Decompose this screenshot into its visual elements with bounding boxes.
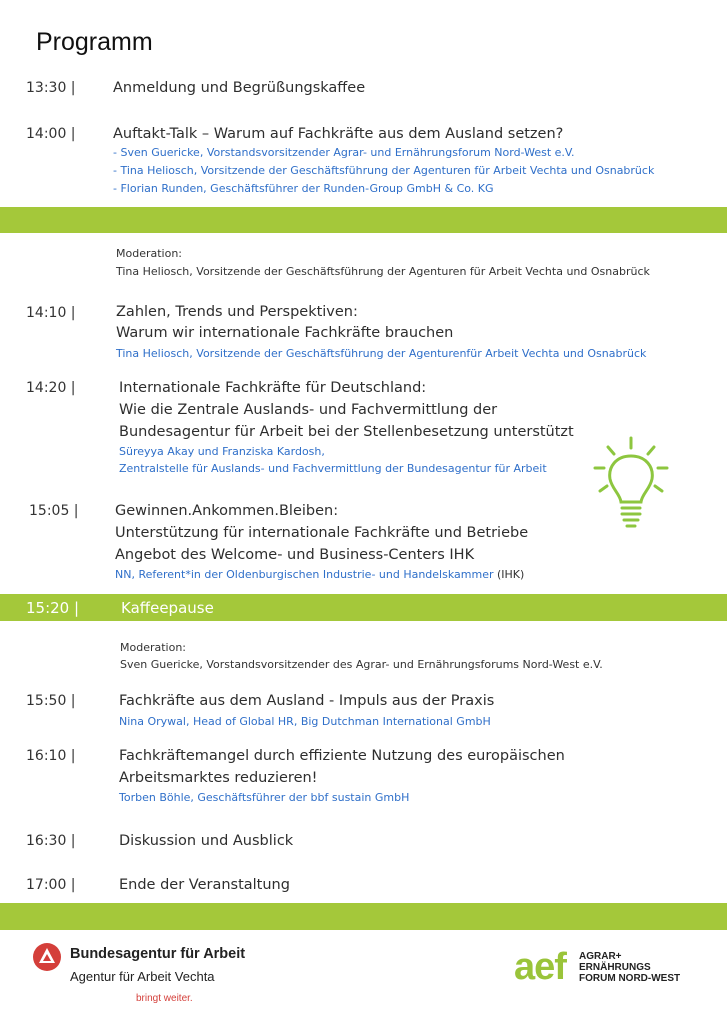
item-title: Ende der Veranstaltung bbox=[119, 877, 290, 893]
moderation-label: Moderation: bbox=[116, 247, 183, 260]
ba-name: Bundesagentur für Arbeit bbox=[70, 946, 246, 962]
item-title: Unterstützung für internationale Fachkräfte und Betriebe bbox=[115, 525, 529, 541]
item-title: Warum wir internationale Fachkräfte brauchen bbox=[116, 325, 454, 341]
ba-subtitle: Agentur für Arbeit Vechta bbox=[70, 969, 215, 984]
item-title: Zahlen, Trends und Perspektiven: bbox=[116, 304, 358, 320]
item-title: Anmeldung und Begrüßungskaffee bbox=[113, 80, 366, 96]
speaker-line: - Florian Runden, Geschäftsführer der Runden-Group GmbH & Co. KG bbox=[113, 182, 494, 195]
lightbulb-icon bbox=[592, 436, 670, 531]
aef-logo-mark: aef bbox=[514, 946, 566, 988]
coffee-break-bar bbox=[0, 594, 727, 621]
coffee-break-label: Kaffeepause bbox=[121, 599, 214, 617]
item-title: Auftakt-Talk – Warum auf Fachkräfte aus dem Ausland setzen? bbox=[113, 126, 564, 142]
time-1400: 14:00 | bbox=[26, 126, 76, 142]
speaker-line: - Tina Heliosch, Vorsitzende der Geschäftsführung der Agenturen für Arbeit Vechta und Osnabrück bbox=[113, 164, 655, 177]
time-1630: 16:30 | bbox=[26, 833, 76, 849]
item-title: Internationale Fachkräfte für Deutschland: bbox=[119, 380, 427, 396]
bundesagentur-logo-icon bbox=[32, 942, 62, 972]
speaker-line: NN, Referent*in der Oldenburgischen Industrie- und Handelskammer (IHK) bbox=[115, 568, 525, 581]
time-1330: 13:30 | bbox=[26, 80, 76, 96]
item-title: Angebot des Welcome- und Business-Centers IHK bbox=[115, 547, 475, 563]
moderation-text: Sven Guericke, Vorstandsvorsitzender des Agrar- und Ernährungsforums Nord-West e.V. bbox=[120, 658, 603, 671]
item-title: Diskussion und Ausblick bbox=[119, 833, 294, 849]
moderation-label: Moderation: bbox=[120, 641, 187, 654]
time-1550: 15:50 | bbox=[26, 693, 76, 709]
time-1610: 16:10 | bbox=[26, 748, 76, 764]
speaker-line: Nina Orywal, Head of Global HR, Big Dutchman International GmbH bbox=[119, 715, 491, 728]
aef-logo-text: AGRAR+ ERNÄHRUNGS FORUM NORD-WEST bbox=[579, 951, 681, 984]
time-1420: 14:20 | bbox=[26, 380, 76, 396]
time-1410: 14:10 | bbox=[26, 305, 76, 321]
item-title: Fachkräfte aus dem Ausland - Impuls aus der Praxis bbox=[119, 693, 495, 709]
item-title: Gewinnen.Ankommen.Bleiben: bbox=[115, 503, 339, 519]
speaker-line: Torben Böhle, Geschäftsführer der bbf sustain GmbH bbox=[119, 791, 410, 804]
item-title: Fachkräftemangel durch effiziente Nutzung des europäischen bbox=[119, 748, 565, 764]
moderation-text: Tina Heliosch, Vorsitzende der Geschäftsführung der Agenturen für Arbeit Vechta und Osnabrück bbox=[116, 265, 650, 278]
item-title: Arbeitsmarktes reduzieren! bbox=[119, 770, 318, 786]
speaker-line: - Sven Guericke, Vorstandsvorsitzender Agrar- und Ernährungsforum Nord-West e.V. bbox=[113, 146, 575, 159]
ba-slogan: bringt weiter. bbox=[136, 993, 193, 1004]
divider-bar bbox=[0, 903, 727, 930]
speaker-line: Tina Heliosch, Vorsitzende der Geschäftsführung der Agenturenfür Arbeit Vechta und Osnabrück bbox=[116, 347, 647, 360]
page-title: Programm bbox=[36, 28, 153, 56]
speaker-line: Zentralstelle für Auslands- und Fachvermittlung der Bundesagentur für Arbeit bbox=[119, 462, 547, 475]
item-title: Wie die Zentrale Auslands- und Fachvermittlung der bbox=[119, 402, 498, 418]
divider-bar bbox=[0, 207, 727, 233]
time-1505: 15:05 | bbox=[29, 503, 79, 519]
item-title: Bundesagentur für Arbeit bei der Stellenbesetzung unterstützt bbox=[119, 424, 574, 440]
time-1520: 15:20 | bbox=[26, 599, 80, 617]
time-1700: 17:00 | bbox=[26, 877, 76, 893]
speaker-line: Süreyya Akay und Franziska Kardosh, bbox=[119, 445, 325, 458]
